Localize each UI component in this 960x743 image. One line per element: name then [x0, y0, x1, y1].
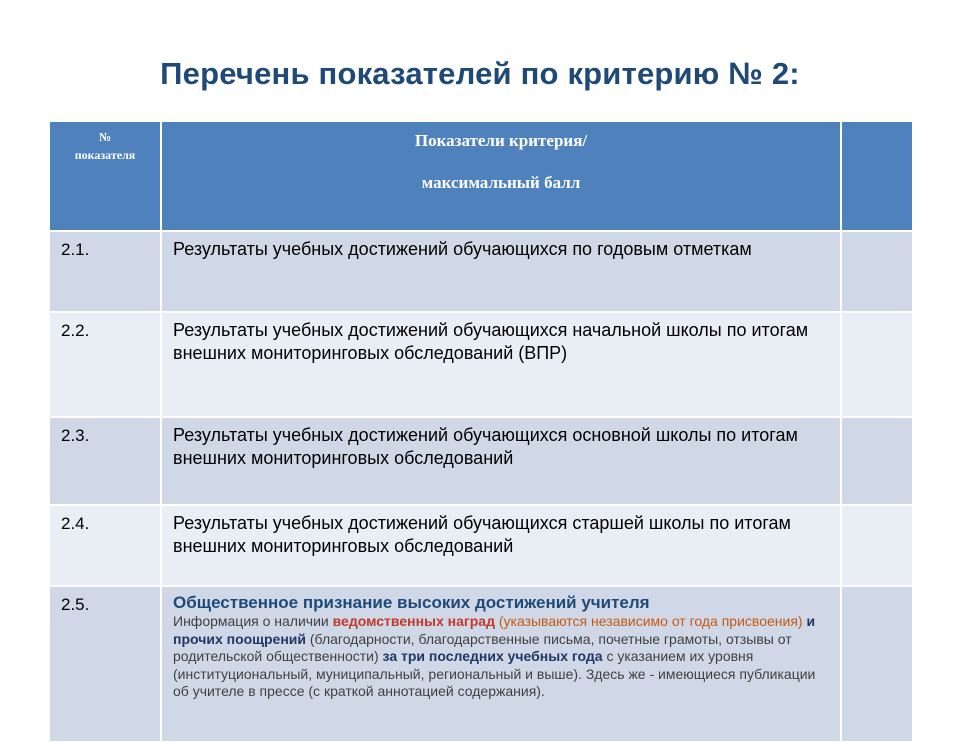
- row-number: 2.5.: [49, 586, 161, 742]
- recognition-period: за три последних учебных года: [382, 648, 603, 664]
- header-criteria-label: Показатели критерия/: [414, 131, 588, 150]
- recognition-awards-note: (указываются независимо от года присвоения): [494, 613, 803, 629]
- page-title: Перечень показателей по критерию № 2:: [160, 56, 800, 91]
- row-number: 2.2.: [49, 312, 161, 417]
- table-row: [49, 586, 913, 742]
- recognition-levels: с указанием их уровня (институциональный, муниципальный, региональный и выше). Здесь же - имеющиеся публикации об учителе в прессе (с краткой аннотацией содержания).: [173, 648, 816, 699]
- row-score: [841, 312, 913, 417]
- recognition-rewards-list: (благодарности, благодарственные письма, почетные грамоты, отзывы от родительской общественности): [173, 630, 792, 664]
- table-header-row: [49, 121, 913, 231]
- row-description: Результаты учебных достижений обучающихся старшей школы по итогам внешних мониторинговых обследований: [161, 505, 841, 586]
- row-score: [841, 417, 913, 505]
- table-row: [49, 505, 913, 586]
- row-score: [841, 231, 913, 312]
- header-criteria-cell: [161, 121, 841, 231]
- row-description: Результаты учебных достижений обучающихся основной школы по итогам внешних мониторинговых обследований: [161, 417, 841, 505]
- row-number: 2.1.: [49, 231, 161, 312]
- table-row: [49, 231, 913, 312]
- header-number-cell: [49, 121, 161, 231]
- row-score: [841, 586, 913, 742]
- recognition-other-rewards: и прочих поощрений: [173, 613, 816, 647]
- row-number: 2.3.: [49, 417, 161, 505]
- header-number-label: показателя: [74, 148, 136, 162]
- header-max-score-label: максимальный балл: [421, 173, 581, 192]
- row-number: 2.4.: [49, 505, 161, 586]
- header-score-cell: [841, 121, 913, 231]
- row-description: Результаты учебных достижений обучающихся начальной школы по итогам внешних мониторинговых обследований (ВПР): [161, 312, 841, 417]
- recognition-body: [173, 613, 830, 701]
- table-row: [49, 312, 913, 417]
- recognition-text: Информация о наличии: [173, 613, 333, 629]
- table-row: [49, 417, 913, 505]
- header-number-symbol: №: [98, 130, 112, 144]
- row-score: [841, 505, 913, 586]
- recognition-awards: ведомственных наград: [332, 613, 495, 629]
- row-description: Результаты учебных достижений обучающихся по годовым отметкам: [161, 231, 841, 312]
- row-description: [161, 586, 841, 742]
- criteria-table: [48, 120, 914, 743]
- recognition-title: Общественное признание высоких достижений учителя: [173, 593, 650, 612]
